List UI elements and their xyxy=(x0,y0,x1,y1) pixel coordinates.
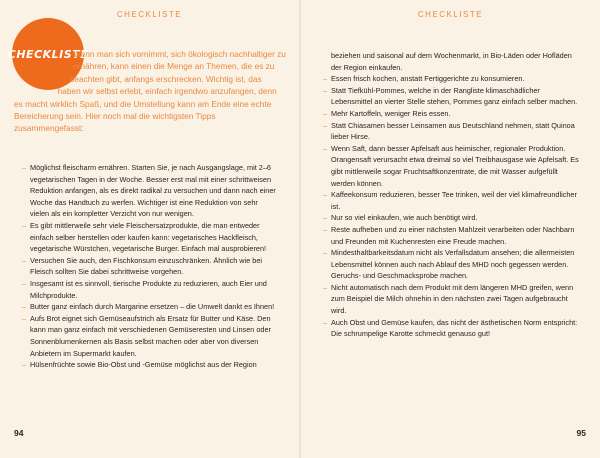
dash-bullet-icon: – xyxy=(22,220,27,230)
list-item: – Es gibt mittlerweile sehr viele Fleischersatzprodukte, die man entweder einfach selber herstellen oder kaufen kann: vegetarisches Hackfleisch, vegetarische Würstchen, vegetarische Burger. Einfach mal ausprobieren! xyxy=(22,220,267,254)
dash-bullet-icon: – xyxy=(22,302,27,312)
list-item: – Statt Chiasamen besser Leinsamen aus Deutschland nehmen, statt Quinoa lieber Hirse. xyxy=(323,120,575,142)
dash-bullet-icon: – xyxy=(323,120,328,130)
list-item: – Insgesamt ist es sinnvoll, tierische Produkte zu reduzieren, auch Eier und Milchprodukte. xyxy=(22,278,267,300)
list-item: – Auch Obst und Gemüse kaufen, das nicht der ästhetischen Norm entspricht: Die schrumpelige Karotte schmeckt genauso gut! xyxy=(323,317,578,339)
list-item: – Möglichst fleischarm ernähren. Starten Sie, je nach Ausgangslage, mit 2–6 vegetarischen Tagen in der Woche. Besser erst mal mit einer schrittweisen Reduktion anfangen, als es direkt radikal zu versuchen und dann nach einer Woche das Handtuch zu werfen. Wichtiger ist eine Reduktion von sehr vielen als ein kompletter Verzicht von nur wenigen. xyxy=(22,163,276,219)
intro-text xyxy=(14,48,286,135)
page-number: 95 xyxy=(576,428,586,438)
dash-bullet-icon: – xyxy=(22,313,27,323)
list-item: – Butter ganz einfach durch Margarine ersetzen – die Umwelt dankt es Ihnen! xyxy=(22,302,275,312)
list-item: – Hülsenfrüchte sowie Bio-Obst und -Gemüse möglichst aus der Region xyxy=(22,360,257,370)
list-item: – Reste aufheben und zu einer nächsten Mahlzeit verarbeiten oder Nachbarn und Freunden mit Kuchenresten eine Freude machen. xyxy=(323,224,575,246)
dash-bullet-icon: – xyxy=(323,213,328,223)
list-item: – Nicht automatisch nach dem Produkt mit dem längeren MHD greifen, wenn zum Beispiel die Milch ohnehin in den nächsten zwei Tagen aufgebraucht wird. xyxy=(323,282,574,316)
list-item-continuation: beziehen und saisonal auf dem Wochenmarkt, in Bio-Läden oder Hofläden der Region einkaufen. xyxy=(331,51,572,72)
dash-bullet-icon: – xyxy=(323,190,328,200)
right-page xyxy=(301,0,600,458)
dash-bullet-icon: – xyxy=(22,255,27,265)
dash-bullet-icon: – xyxy=(323,282,328,292)
dash-bullet-icon: – xyxy=(323,143,328,153)
list-item: – Wenn Saft, dann besser Apfelsaft aus heimischer, regionaler Produktion. Orangensaft verursacht etwa dreimal so viel Treibhausgase wie Apfelsaft. Es gibt mittlerweile sogar Fruchtsaftkonzentrate, die mit Wasser aufgefüllt werden können. xyxy=(323,143,579,188)
list-item: – Statt Tiefkühl-Pommes, welche in der Rangliste klimaschädlicher Lebensmittel an vierter Stelle stehen, Pommes ganz einfach selber machen. xyxy=(323,85,578,107)
running-head: CHECKLISTE xyxy=(116,10,183,19)
checklist-right xyxy=(323,50,581,340)
list-item: – Mehr Kartoffeln, weniger Reis essen. xyxy=(323,108,451,118)
list-item: – Aufs Brot eignet sich Gemüseaufstrich als Ersatz für Butter und Käse. Den kann man ganz einfach mit verschiedenen Gemüseresten und Linsen oder Sonnenblumenkernen als Basis selbst machen oder aber von diversen Anbietern im Supermarkt kaufen. xyxy=(22,313,271,358)
dash-bullet-icon: – xyxy=(323,317,328,327)
list-item: – Kaffeekonsum reduzieren, besser Tee trinken, weil der viel klimafreundlicher ist. xyxy=(323,190,577,211)
checklist-left xyxy=(22,162,276,371)
left-page xyxy=(0,0,299,458)
list-item: – Essen frisch kochen, anstatt Fertiggerichte zu konsumieren. xyxy=(323,74,525,84)
dash-bullet-icon: – xyxy=(323,74,328,84)
dash-bullet-icon: – xyxy=(22,278,27,288)
page-number: 94 xyxy=(14,428,24,438)
badge-label: CHECKLISTE xyxy=(7,47,89,61)
list-item: – Nur so viel einkaufen, wie auch benötigt wird. xyxy=(323,213,478,223)
list-item: – Versuchen Sie auch, den Fischkonsum einzuschränken. Ähnlich wie bei Fleisch sollten Sie dabei schrittweise vorgehen. xyxy=(22,255,263,277)
dash-bullet-icon: – xyxy=(323,85,328,95)
dash-bullet-icon: – xyxy=(323,224,328,234)
dash-bullet-icon: – xyxy=(323,108,328,118)
dash-bullet-icon: – xyxy=(22,360,27,370)
dash-bullet-icon: – xyxy=(22,163,27,172)
running-head: CHECKLISTE xyxy=(417,10,484,19)
dash-bullet-icon: – xyxy=(323,248,328,258)
list-item: – Mindesthaltbarkeitsdatum nicht als Verfallsdatum ansehen; die allermeisten Lebensmittel können auch nach Ablauf des MHD noch gegessen werden. Geruchs- und Geschmacksprobe machen. xyxy=(323,248,575,281)
intro-paragraph: Wenn man sich vornimmt, sich ökologisch nachhaltiger zu ernähren, kann einen die Menge an Themen, die es zu beachten gibt, anfangs erschrecken. Wichtig ist, das haben wir selbst erlebt, einfach irgendwo anzufangen, denn es macht wirklich Spaß, und die Umstellung kann am Ende eine echte Bereicherung sein. Hier noch mal die wichtigsten Tipps zusammengefasst: xyxy=(14,49,286,134)
